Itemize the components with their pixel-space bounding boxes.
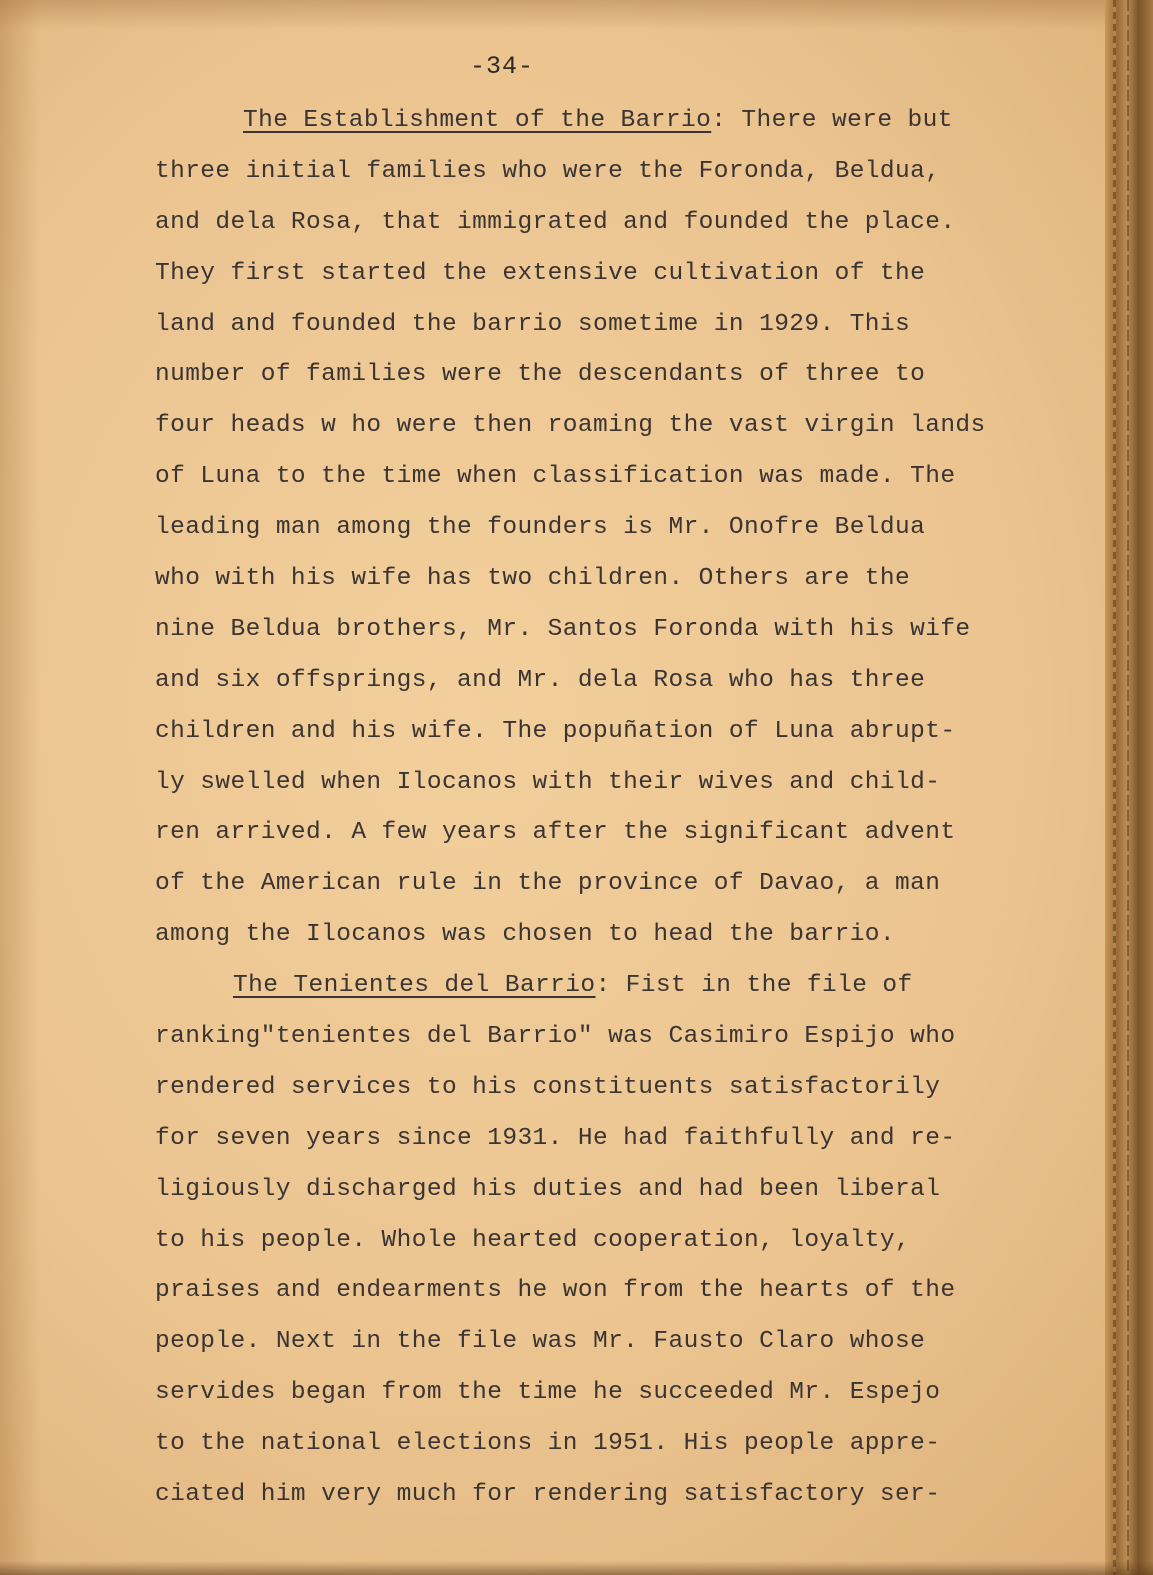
line-text: : Fist in the file of xyxy=(595,972,913,1000)
paragraph-line: of the American rule in the province of Davao, a man xyxy=(155,870,941,898)
paragraph-line xyxy=(155,963,1025,1014)
page-shadow-left xyxy=(0,0,40,1575)
paragraph-line: for seven years since 1931. He had faithfully and re- xyxy=(155,1124,956,1152)
page-shadow-bottom xyxy=(0,1561,1153,1575)
paragraph-line: three initial families who were the Foronda, Beldua, xyxy=(155,157,941,185)
paragraph-line: number of families were the descendants of three to xyxy=(155,361,926,389)
paragraph-line: to his people. Whole hearted cooperation, loyalty, xyxy=(155,1226,911,1254)
paragraph-line: ligiously discharged his duties and had been liberal xyxy=(155,1175,941,1203)
paragraph-line: They first started the extensive cultivation of the xyxy=(155,259,926,287)
paragraph-line: land and founded the barrio sometime in 1929. This xyxy=(155,310,911,338)
paragraph-line xyxy=(155,98,1025,149)
typed-text-body xyxy=(155,98,1025,1523)
paragraph-line: and six offsprings, and Mr. dela Rosa who has three xyxy=(155,666,926,694)
paragraph-line: people. Next in the file was Mr. Fausto Claro whose xyxy=(155,1328,926,1356)
paragraph-line: ren arrived. A few years after the significant advent xyxy=(155,819,956,847)
section-heading: The Tenientes del Barrio xyxy=(233,972,596,1000)
paragraph-line: four heads w ho were then roaming the vast virgin lands xyxy=(155,412,986,440)
line-text: : There were but xyxy=(711,107,953,134)
paragraph-line: ly swelled when Ilocanos with their wives and child- xyxy=(155,768,941,796)
paragraph-line: of Luna to the time when classification was made. The xyxy=(155,463,956,491)
paragraph-line: ranking"tenientes del Barrio" was Casimiro Espijo who xyxy=(155,1023,956,1051)
section-heading: The Establishment of the Barrio xyxy=(243,107,712,134)
paragraph-line: among the Ilocanos was chosen to head the barrio. xyxy=(155,921,896,949)
paragraph-line: to the national elections in 1951. His people appre- xyxy=(155,1430,941,1458)
paragraph-line: praises and endearments he won from the hearts of the xyxy=(155,1277,956,1305)
paragraph-line: ciated him very much for rendering satisfactory ser- xyxy=(155,1481,941,1509)
paragraph-line: children and his wife. The popuñation of Luna abrupt- xyxy=(155,717,956,745)
paragraph-line: rendered services to his constituents satisfactorily xyxy=(155,1073,941,1101)
page-number: -34- xyxy=(470,52,535,81)
book-binding-edge xyxy=(1105,0,1153,1575)
paragraph-line: who with his wife has two children. Others are the xyxy=(155,565,911,593)
paragraph-line: leading man among the founders is Mr. Onofre Beldua xyxy=(155,514,926,542)
page-shadow-top xyxy=(0,0,1153,30)
paragraph-line: nine Beldua brothers, Mr. Santos Foronda with his wife xyxy=(155,615,971,643)
paragraph-line: and dela Rosa, that immigrated and founded the place. xyxy=(155,208,956,236)
paragraph-line: servides began from the time he succeeded Mr. Espejo xyxy=(155,1379,941,1407)
